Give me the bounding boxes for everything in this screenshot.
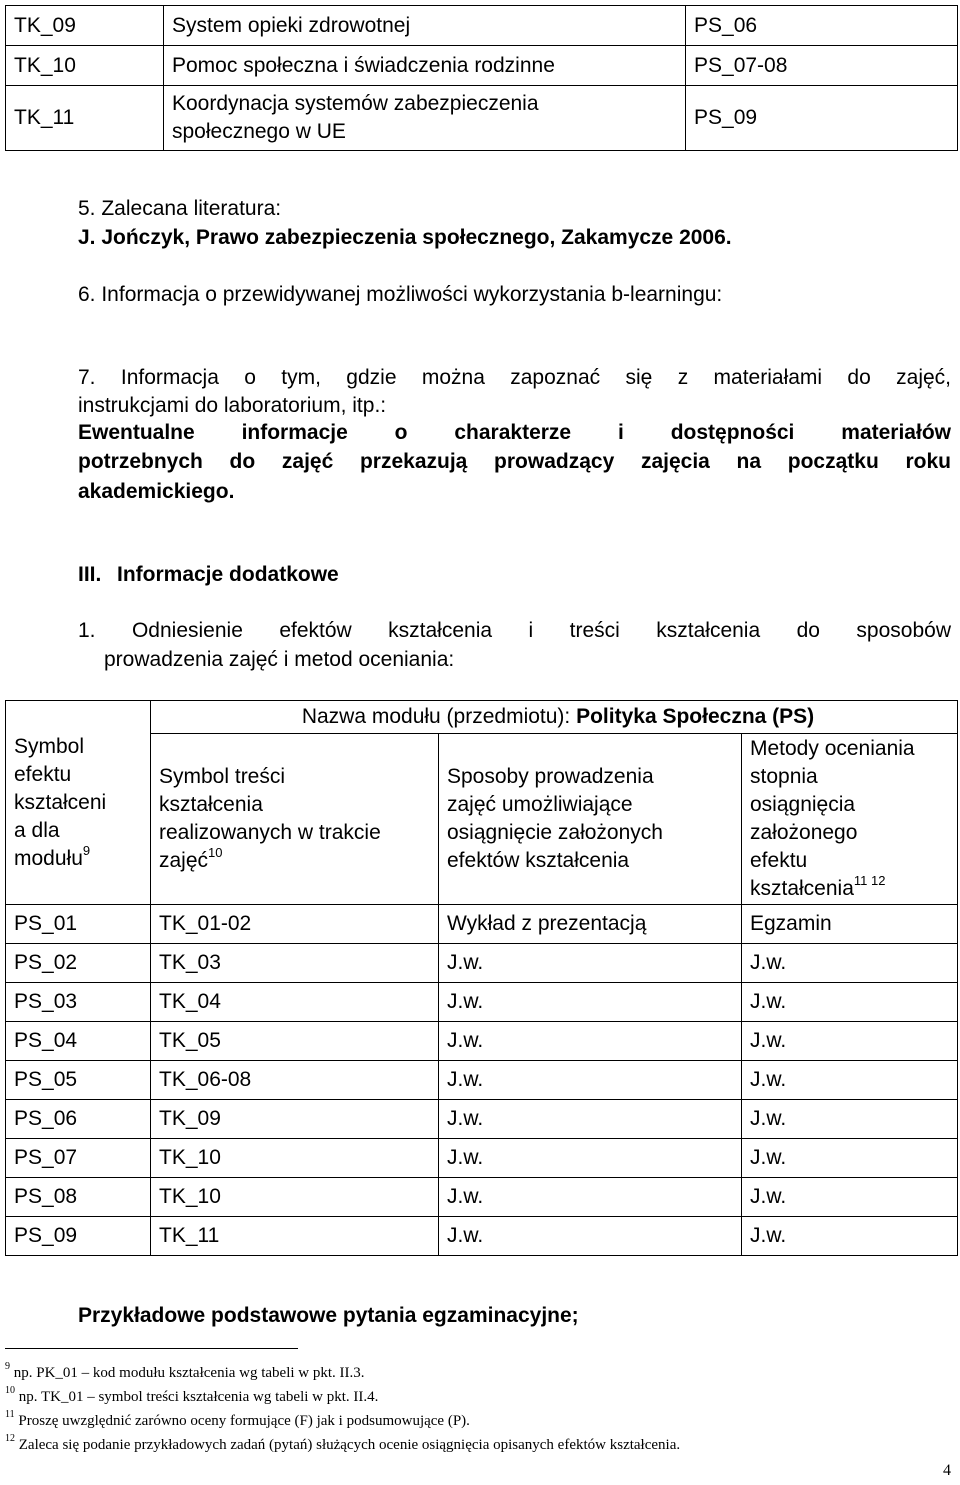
cell-method: J.w. xyxy=(439,1022,742,1061)
cell-assessment: J.w. xyxy=(742,1022,958,1061)
cell-method: J.w. xyxy=(439,944,742,983)
section-number: III. xyxy=(78,563,102,586)
topic-line: Koordynacja systemów zabezpieczenia xyxy=(172,92,539,115)
footnote-ref: 9 xyxy=(82,842,91,858)
exam-questions-heading: Przykładowe podstawowe pytania egzaminacyjne; xyxy=(78,1304,579,1327)
header-line: efektu xyxy=(14,762,72,786)
cell-code: TK_10 xyxy=(6,46,164,86)
module-name-cell xyxy=(151,701,958,734)
header-line: efektu xyxy=(750,849,808,872)
header-effect-symbol xyxy=(6,701,151,905)
header-text: modułu xyxy=(14,846,83,870)
section-7-info: Ewentualne informacje o charakterze i dostępności materiałów xyxy=(78,421,951,444)
cell-method: Wykład z prezentacją xyxy=(439,905,742,944)
header-line: Symbol treści xyxy=(159,765,286,788)
footnote-text: np. PK_01 – kod modułu kształcenia wg tabeli w pkt. II.3. xyxy=(13,1365,365,1381)
cell-content-symbol: TK_06-08 xyxy=(151,1061,439,1100)
cell-method: J.w. xyxy=(439,1139,742,1178)
cell-code: TK_11 xyxy=(6,86,164,151)
table-row xyxy=(6,1022,958,1061)
header-line xyxy=(159,847,438,875)
header-line: Metody oceniania xyxy=(750,737,915,760)
section-title: Informacje dodatkowe xyxy=(117,563,339,586)
header-text: zajęć xyxy=(159,849,209,872)
header-line: zajęć umożliwiające xyxy=(447,793,633,816)
header-line: kształceni xyxy=(14,790,107,814)
cell-method: J.w. xyxy=(439,1178,742,1217)
table-row xyxy=(6,6,958,46)
footnote xyxy=(5,1363,365,1383)
cell-ref: PS_07-08 xyxy=(686,46,958,86)
cell-topic xyxy=(164,86,686,151)
header-line xyxy=(750,875,957,903)
cell-content-symbol: TK_11 xyxy=(151,1217,439,1256)
table-row xyxy=(6,944,958,983)
topic-line: społecznego w UE xyxy=(172,120,346,143)
cell-content-symbol: TK_09 xyxy=(151,1100,439,1139)
footnote-ref: 10 xyxy=(208,845,223,860)
header-line: założonego xyxy=(750,821,858,844)
cell-assessment: Egzamin xyxy=(742,905,958,944)
section-7-line: 7. Informacja o tym, gdzie można zapoznać się z materiałami do zajęć, xyxy=(78,366,951,389)
cell-effect-symbol: PS_03 xyxy=(6,983,151,1022)
cell-effect-symbol: PS_08 xyxy=(6,1178,151,1217)
cell-assessment: J.w. xyxy=(742,1061,958,1100)
cell-content-symbol: TK_05 xyxy=(151,1022,439,1061)
section-7-line: instrukcjami do laboratorium, itp.: xyxy=(78,394,387,417)
section-7-info: potrzebnych do zajęć przekazują prowadzący zajęcia na początku roku xyxy=(78,450,951,473)
header-line: kształcenia xyxy=(159,793,263,816)
cell-content-symbol: TK_03 xyxy=(151,944,439,983)
footnote-separator xyxy=(5,1348,298,1349)
module-name-label: Nazwa modułu (przedmiotu): xyxy=(301,705,577,728)
table-row xyxy=(6,1061,958,1100)
module-table-body xyxy=(6,905,958,1256)
cell-method: J.w. xyxy=(439,1061,742,1100)
footnote-text: Zaleca się podanie przykładowych zadań (pytań) służących ocenie osiągnięcia opisanych efektów kształcenia. xyxy=(18,1437,681,1453)
header-line: Symbol xyxy=(14,734,85,758)
cell-effect-symbol: PS_05 xyxy=(6,1061,151,1100)
topics-table xyxy=(5,5,958,151)
subsection-1-line: 1. Odniesienie efektów kształcenia i treści kształcenia do sposobów xyxy=(78,619,951,642)
page-number: 4 xyxy=(943,1462,951,1479)
header-methods xyxy=(439,734,742,905)
cell-content-symbol: TK_10 xyxy=(151,1139,439,1178)
table-row xyxy=(6,1139,958,1178)
footnote-number: 9 xyxy=(5,1361,10,1372)
section-7-info: akademickiego. xyxy=(78,480,235,503)
table-row xyxy=(6,86,958,151)
cell-code: TK_09 xyxy=(6,6,164,46)
header-line xyxy=(14,842,150,873)
cell-content-symbol: TK_01-02 xyxy=(151,905,439,944)
literature-item: J. Jończyk, Prawo zabezpieczenia społecznego, Zakamycze 2006. xyxy=(78,226,732,249)
subsection-1-line: prowadzenia zajęć i metod oceniania: xyxy=(104,648,455,671)
table-row xyxy=(6,1178,958,1217)
footnote xyxy=(5,1387,378,1407)
footnote-number: 10 xyxy=(5,1385,15,1396)
cell-effect-symbol: PS_02 xyxy=(6,944,151,983)
footnote xyxy=(5,1411,470,1431)
header-line: a dla xyxy=(14,818,60,842)
cell-topic: Pomoc społeczna i świadczenia rodzinne xyxy=(164,46,686,86)
section-6-heading: 6. Informacja o przewidywanej możliwości wykorzystania b-learningu: xyxy=(78,283,723,306)
cell-topic: System opieki zdrowotnej xyxy=(164,6,686,46)
cell-content-symbol: TK_10 xyxy=(151,1178,439,1217)
header-content-symbol xyxy=(151,734,439,905)
cell-assessment: J.w. xyxy=(742,944,958,983)
table-row xyxy=(6,905,958,944)
table-row xyxy=(6,46,958,86)
cell-method: J.w. xyxy=(439,1217,742,1256)
cell-ref: PS_09 xyxy=(686,86,958,151)
footnote-text: np. TK_01 – symbol treści kształcenia wg tabeli w pkt. II.4. xyxy=(18,1389,379,1405)
footnote-text: Proszę uwzględnić zarówno oceny formujące (F) jak i podsumowujące (P). xyxy=(18,1413,470,1429)
cell-assessment: J.w. xyxy=(742,1178,958,1217)
cell-content-symbol: TK_04 xyxy=(151,983,439,1022)
table-row xyxy=(6,1217,958,1256)
footnote-ref: 11 12 xyxy=(853,873,886,888)
cell-assessment: J.w. xyxy=(742,1100,958,1139)
header-line: Sposoby prowadzenia xyxy=(447,765,654,788)
cell-method: J.w. xyxy=(439,1100,742,1139)
cell-assessment: J.w. xyxy=(742,1139,958,1178)
cell-ref: PS_06 xyxy=(686,6,958,46)
table-row xyxy=(6,983,958,1022)
table-row xyxy=(6,1100,958,1139)
cell-effect-symbol: PS_07 xyxy=(6,1139,151,1178)
cell-assessment: J.w. xyxy=(742,1217,958,1256)
footnote-number: 11 xyxy=(5,1409,15,1420)
cell-effect-symbol: PS_04 xyxy=(6,1022,151,1061)
table-header-row xyxy=(6,701,958,734)
cell-assessment: J.w. xyxy=(742,983,958,1022)
cell-effect-symbol: PS_06 xyxy=(6,1100,151,1139)
header-line: osiągnięcie założonych xyxy=(447,821,663,844)
header-assessment xyxy=(742,734,958,905)
header-line: stopnia xyxy=(750,765,818,788)
header-text: kształcenia xyxy=(750,877,854,900)
header-line: realizowanych w trakcie xyxy=(159,821,381,844)
cell-method: J.w. xyxy=(439,983,742,1022)
cell-effect-symbol: PS_01 xyxy=(6,905,151,944)
module-name-value: Polityka Społeczna (PS) xyxy=(576,705,815,728)
header-line: osiągnięcia xyxy=(750,793,856,816)
header-line: efektów kształcenia xyxy=(447,849,630,872)
module-table xyxy=(5,700,958,1256)
footnote xyxy=(5,1435,680,1455)
section-5-heading: 5. Zalecana literatura: xyxy=(78,197,282,220)
cell-effect-symbol: PS_09 xyxy=(6,1217,151,1256)
footnote-number: 12 xyxy=(5,1433,15,1444)
